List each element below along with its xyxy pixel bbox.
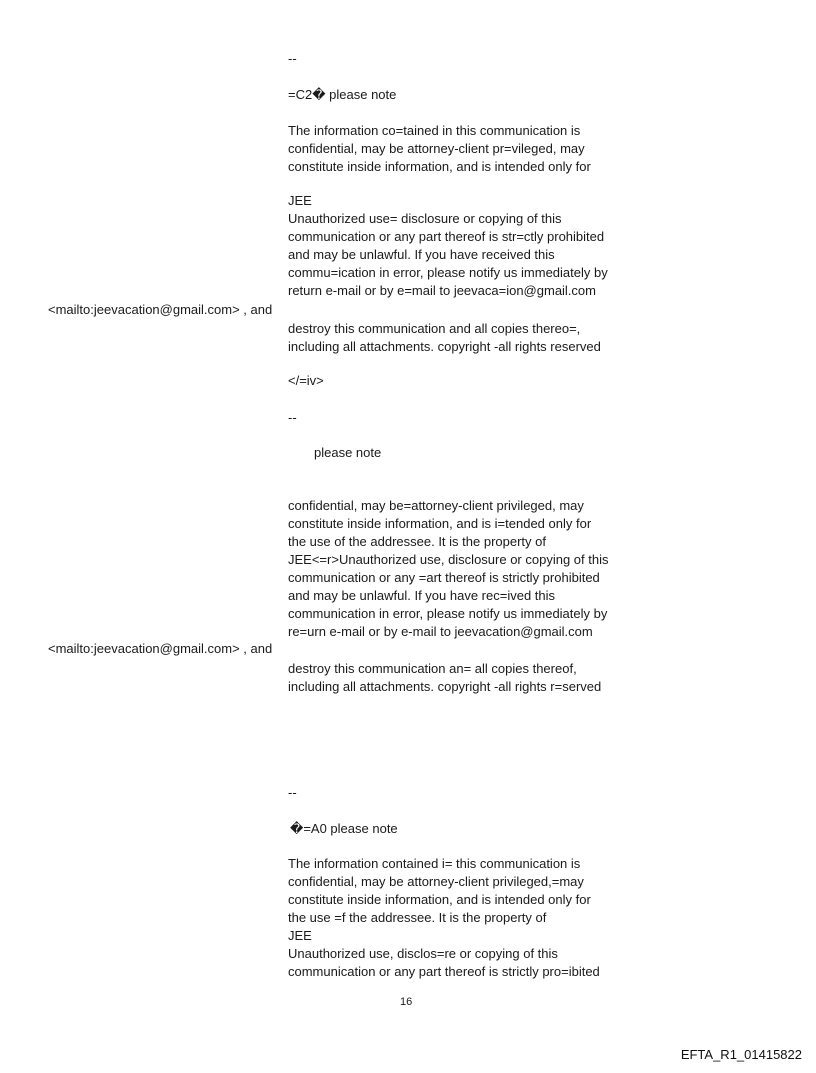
paragraph-3a: [288, 855, 600, 981]
separator-3: --: [288, 785, 297, 800]
text-line: communication or any part thereof is strictly pro=ibited: [288, 964, 600, 979]
text-line: constitute inside information, and is i=tended only for: [288, 516, 592, 531]
text-line: and may be unlawful. If you have received this: [288, 247, 555, 262]
text-line: The information contained i= this communication is: [288, 856, 581, 871]
text-line: commu=ication in error, please notify us immediately by: [288, 265, 608, 280]
text-line: destroy this communication and all copies thereo=,: [288, 321, 581, 336]
text-line: the use of the addressee. It is the property of: [288, 534, 546, 549]
text-line: including all attachments. copyright -all rights r=served: [288, 679, 602, 694]
text-line: JEE<=r>Unauthorized use, disclosure or copying of this: [288, 552, 609, 567]
paragraph-1b: [288, 192, 608, 300]
text-line: JEE: [288, 928, 312, 943]
separator-1: --: [288, 51, 297, 66]
text-line: Unauthorized use= disclosure or copying of this: [288, 211, 562, 226]
text-line: the use =f the addressee. It is the property of: [288, 910, 547, 925]
paragraph-1a: [288, 122, 591, 176]
text-line: confidential, may be attorney-client privileged,=may: [288, 874, 584, 889]
text-line: destroy this communication an= all copies thereof,: [288, 661, 577, 676]
separator-2: --: [288, 410, 297, 425]
note-heading-1: =C2� please note: [288, 87, 397, 102]
page-number: 16: [400, 996, 413, 1008]
text-line: confidential, may be=attorney-client privileged, may: [288, 498, 584, 513]
paragraph-2b: [288, 660, 601, 696]
text-line: Unauthorized use, disclos=re or copying of this: [288, 946, 558, 961]
text-line: return e-mail or by e=mail to jeevaca=ion@gmail.com: [288, 283, 596, 298]
text-line: communication in error, please notify us immediately by: [288, 606, 608, 621]
text-line: confidential, may be attorney-client pr=vileged, may: [288, 141, 585, 156]
text-line: The information co=tained in this communication is: [288, 123, 581, 138]
closing-tag: </=iv>: [288, 373, 324, 388]
mailto-line-1: <mailto:jeevacation@gmail.com> , and: [48, 302, 273, 317]
text-line: communication or any =art thereof is strictly prohibited: [288, 570, 600, 585]
paragraph-2a: [288, 497, 608, 641]
text-line: constitute inside information, and is intended only for: [288, 892, 591, 907]
paragraph-1c: [288, 320, 601, 356]
text-line: constitute inside information, and is intended only for: [288, 159, 591, 174]
text-line: re=urn e-mail or by e-mail to jeevacation@gmail.com: [288, 624, 593, 639]
mailto-line-2: <mailto:jeevacation@gmail.com> , and: [48, 641, 273, 656]
note-heading-2: please note: [314, 445, 382, 460]
note-heading-3: �=A0 please note: [290, 821, 398, 836]
bates-number: EFTA_R1_01415822: [680, 1047, 802, 1062]
text-line: including all attachments. copyright -all rights reserved: [288, 339, 601, 354]
text-line: and may be unlawful. If you have rec=ived this: [288, 588, 556, 603]
text-line: JEE: [288, 193, 312, 208]
text-line: communication or any part thereof is str=ctly prohibited: [288, 229, 605, 244]
